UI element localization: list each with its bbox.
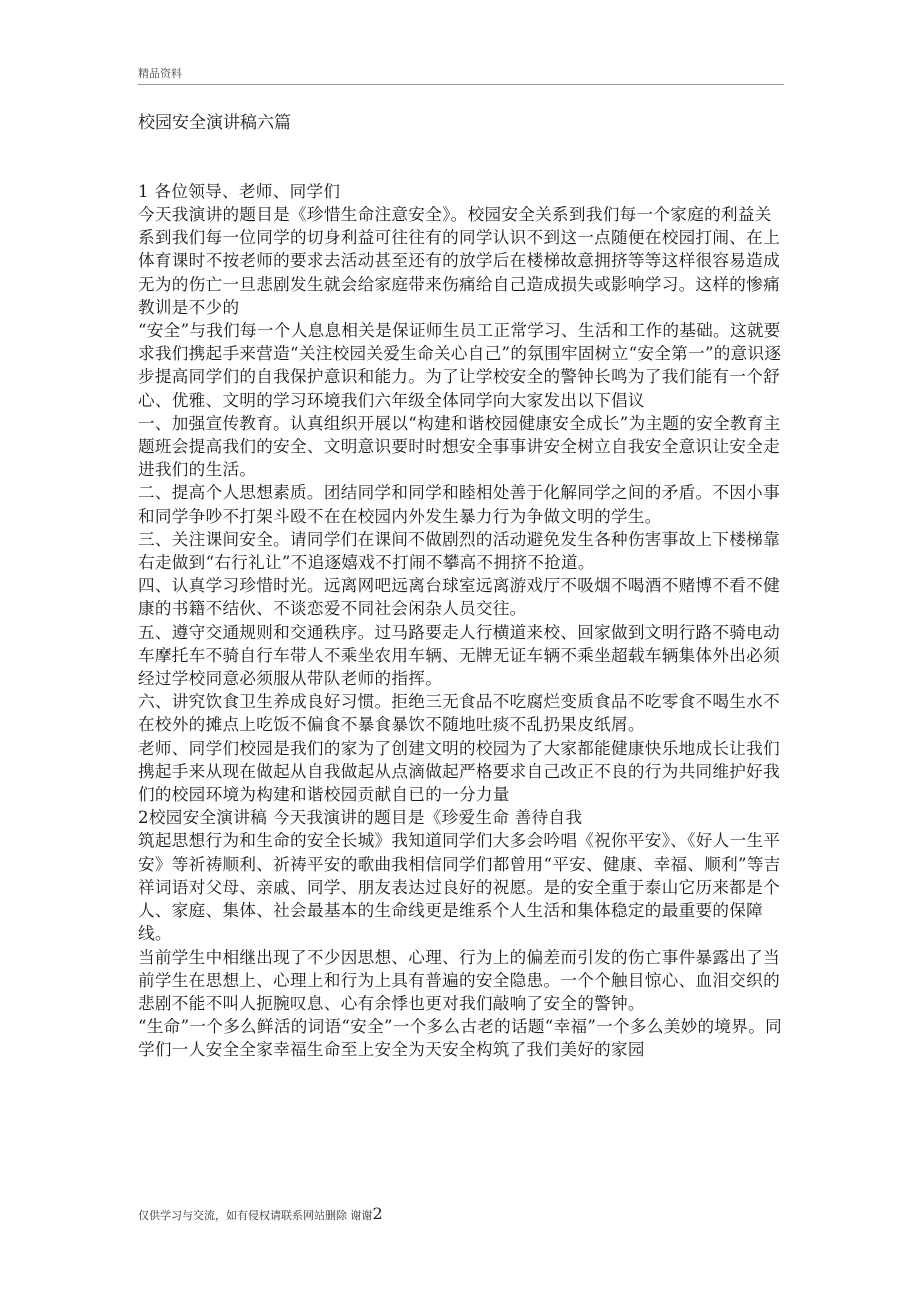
- paragraph: 1 各位领导、老师、同学们: [138, 182, 341, 201]
- paragraph: 老师、同学们校园是我们的家为了创建文明的校园为了大家都能健康快乐地成长让我们携起手来从现在做起从自我做起从点滴做起严格要求自己改正不良的行为共同维护好我们的校园环境为构建和谐校园贡献自已的一分力量: [138, 738, 780, 805]
- paragraph: “安全”与我们每一个人息息相关是保证师生员工正常学习、生活和工作的基础。这就要求我们携起手来营造“关注校园关爱生命关心自己”的氛围牢固树立“安全第一”的意识逐步提高同学们的自我保护意识和能力。为了让学校安全的警钟长鸣为了我们能有一个舒心、优雅、文明的学习环境我们六年级全体同学向大家发出以下倡议: [138, 321, 782, 410]
- paragraph: 五、遵守交通规则和交通秩序。过马路要走人行横道来校、回家做到文明行路不骑电动车摩托车不骑自行车带人不乘坐农用车辆、无牌无证车辆不乘坐超载车辆集体外出必须经过学校同意必须服从带队老师的指挥。: [138, 622, 780, 689]
- page-footer: [138, 1204, 383, 1223]
- paragraph: 2校园安全演讲稿 今天我演讲的题目是《珍爱生命 善待自我: [138, 808, 583, 828]
- footer-text: 仅供学习与交流，如有侵权请联系网站删除 谢谢: [138, 1209, 373, 1222]
- paragraph: 三、关注课间安全。请同学们在课间不做剧烈的活动避免发生各种伤害事故上下楼梯靠右走做到“右行礼让”不追逐嬉戏不打闹不攀高不拥挤不抢道。: [138, 529, 780, 573]
- paragraph: “生命”一个多么鲜活的词语“安全”一个多么古老的话题“幸福”一个多么美妙的境界。同学们一人安全全家幸福生命至上安全为天安全构筑了我们美好的家园: [138, 1017, 782, 1060]
- header-text: 精品资料: [138, 67, 182, 80]
- paragraph: 二、提高个人思想素质。团结同学和同学和睦相处善于化解同学之间的矛盾。不因小事和同学争吵不打架斗殴不在在校园内外发生暴力行为争做文明的学生。: [138, 483, 780, 526]
- paragraph: 六、讲究饮食卫生养成良好习惯。拒绝三无食品不吃腐烂变质食品不吃零食不喝生水不在校外的摊点上吃饭不偏食不暴食暴饮不随地吐痰不乱扔果皮纸屑。: [138, 692, 780, 735]
- paragraph: 当前学生中相继出现了不少因思想、心理、行为上的偏差而引发的伤亡事件暴露出了当前学生在思想上、心理上和行为上具有普遍的安全隐患。一个个触目惊心、血泪交织的悲剧不能不叫人扼腕叹息、心有余悸也更对我们敲响了安全的警钟。: [138, 947, 780, 1013]
- paragraph: 一、加强宣传教育。认真组织开展以“构建和谐校园健康安全成长”为主题的安全教育主题班会提高我们的安全、文明意识要时时想安全事事讲安全树立自我安全意识让安全走进我们的生活。: [138, 413, 781, 480]
- document-body: [138, 180, 784, 1062]
- paragraph: 今天我演讲的题目是《珍惜生命注意安全》。校园安全关系到我们每一个家庭的利益关系到我们每一位同学的切身利益可往往有的同学认识不到这一点随便在校园打闹、在上体育课时不按老师的要求去活动甚至还有的放学后在楼梯故意拥挤等等这样很容易造成无为的伤亡一旦悲剧发生就会给家庭带来伤痛给自己造成损失或影响学习。这样的惨痛教训是不少的: [138, 205, 780, 317]
- page-number: 2: [372, 1204, 383, 1223]
- paragraph: 四、认真学习珍惜时光。远离网吧远离台球室远离游戏厅不吸烟不喝酒不赌博不看不健康的书籍不结伙、不谈恋爱不同社会闲杂人员交往。: [138, 576, 780, 619]
- paragraph: 筑起思想行为和生命的安全长城》我知道同学们大多会吟唱《祝你平安》、《好人一生平安》等祈祷顺利、祈祷平安的歌曲我相信同学们都曾用“平安、健康、幸福、顺利”等吉祥词语对父母、亲戚、同学、朋友表达过良好的祝愿。是的安全重于泰山它历来都是个人、家庭、集体、社会最基本的生命线更是维系个人生活和集体稳定的最重要的保障线。: [138, 831, 781, 944]
- page-header: [138, 62, 784, 85]
- document-title: 校园安全演讲稿六篇: [138, 113, 291, 133]
